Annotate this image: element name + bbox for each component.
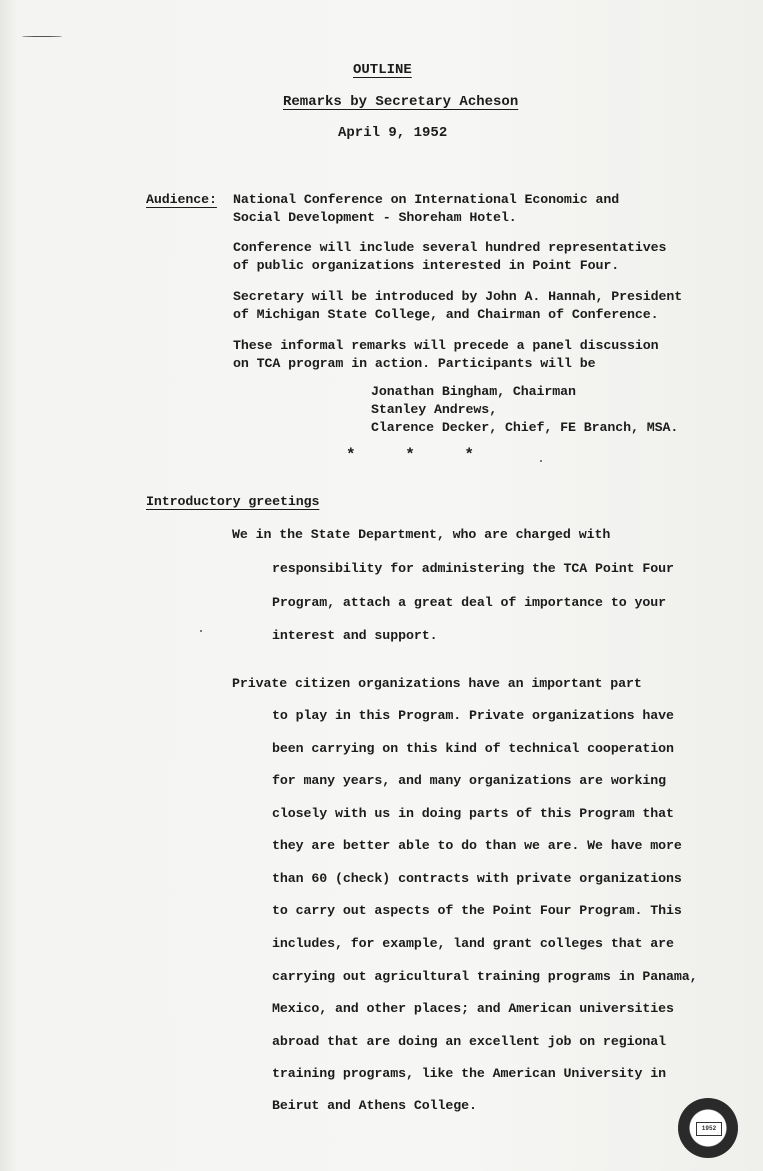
- participant-item: Jonathan Bingham, Chairman: [371, 384, 576, 399]
- audience-line: on TCA program in action. Participants will be: [233, 356, 596, 371]
- paragraph-line: to carry out aspects of the Point Four Program. This: [272, 903, 682, 918]
- audience-line: of Michigan State College, and Chairman of Conference.: [233, 307, 659, 322]
- participant-item: Clarence Decker, Chief, FE Branch, MSA.: [371, 420, 679, 435]
- audience-line: Secretary will be introduced by John A. Hannah, President: [233, 289, 683, 304]
- paragraph-line: includes, for example, land grant colleges that are: [272, 936, 674, 951]
- section-heading: Introductory greetings: [146, 494, 320, 509]
- paragraph-line: responsibility for administering the TCA Point Four: [272, 561, 674, 576]
- section-separator: * * *: [346, 446, 495, 464]
- audience-line: Social Development - Shoreham Hotel.: [233, 210, 517, 225]
- paragraph-line: training programs, like the American University in: [272, 1066, 666, 1081]
- audience-line: National Conference on International Economic and: [233, 192, 620, 207]
- audience-line: of public organizations interested in Point Four.: [233, 258, 620, 273]
- paragraph-line: than 60 (check) contracts with private organizations: [272, 871, 682, 886]
- document-date: April 9, 1952: [338, 125, 448, 141]
- paragraph-line: been carrying on this kind of technical cooperation: [272, 741, 674, 756]
- scan-artifact: [22, 36, 62, 37]
- paragraph-line: interest and support.: [272, 628, 438, 643]
- paragraph-line: closely with us in doing parts of this Program that: [272, 806, 674, 821]
- paragraph-line: for many years, and many organizations are working: [272, 773, 666, 788]
- paragraph-line: they are better able to do than we are. We have more: [272, 838, 682, 853]
- archive-seal: [678, 1098, 738, 1158]
- participant-item: Stanley Andrews,: [371, 402, 498, 417]
- paragraph-line: Mexico, and other places; and American universities: [272, 1001, 674, 1016]
- scan-artifact: [200, 630, 202, 632]
- audience-line: These informal remarks will precede a panel discussion: [233, 338, 659, 353]
- document-title: OUTLINE: [353, 62, 412, 78]
- paragraph-line: abroad that are doing an excellent job on regional: [272, 1034, 666, 1049]
- paragraph-line: carrying out agricultural training programs in Panama,: [272, 969, 698, 984]
- paragraph-line: Private citizen organizations have an important part: [232, 676, 642, 691]
- document-subtitle: Remarks by Secretary Acheson: [283, 94, 519, 110]
- scan-artifact: [540, 460, 542, 462]
- paragraph-line: Program, attach a great deal of importance to your: [272, 595, 666, 610]
- paragraph-line: to play in this Program. Private organizations have: [272, 708, 674, 723]
- paragraph-line: We in the State Department, who are charged with: [232, 527, 611, 542]
- seal-label: 1952: [696, 1122, 722, 1136]
- paragraph-line: Beirut and Athens College.: [272, 1098, 477, 1113]
- audience-line: Conference will include several hundred representatives: [233, 240, 667, 255]
- audience-label: Audience:: [146, 192, 217, 207]
